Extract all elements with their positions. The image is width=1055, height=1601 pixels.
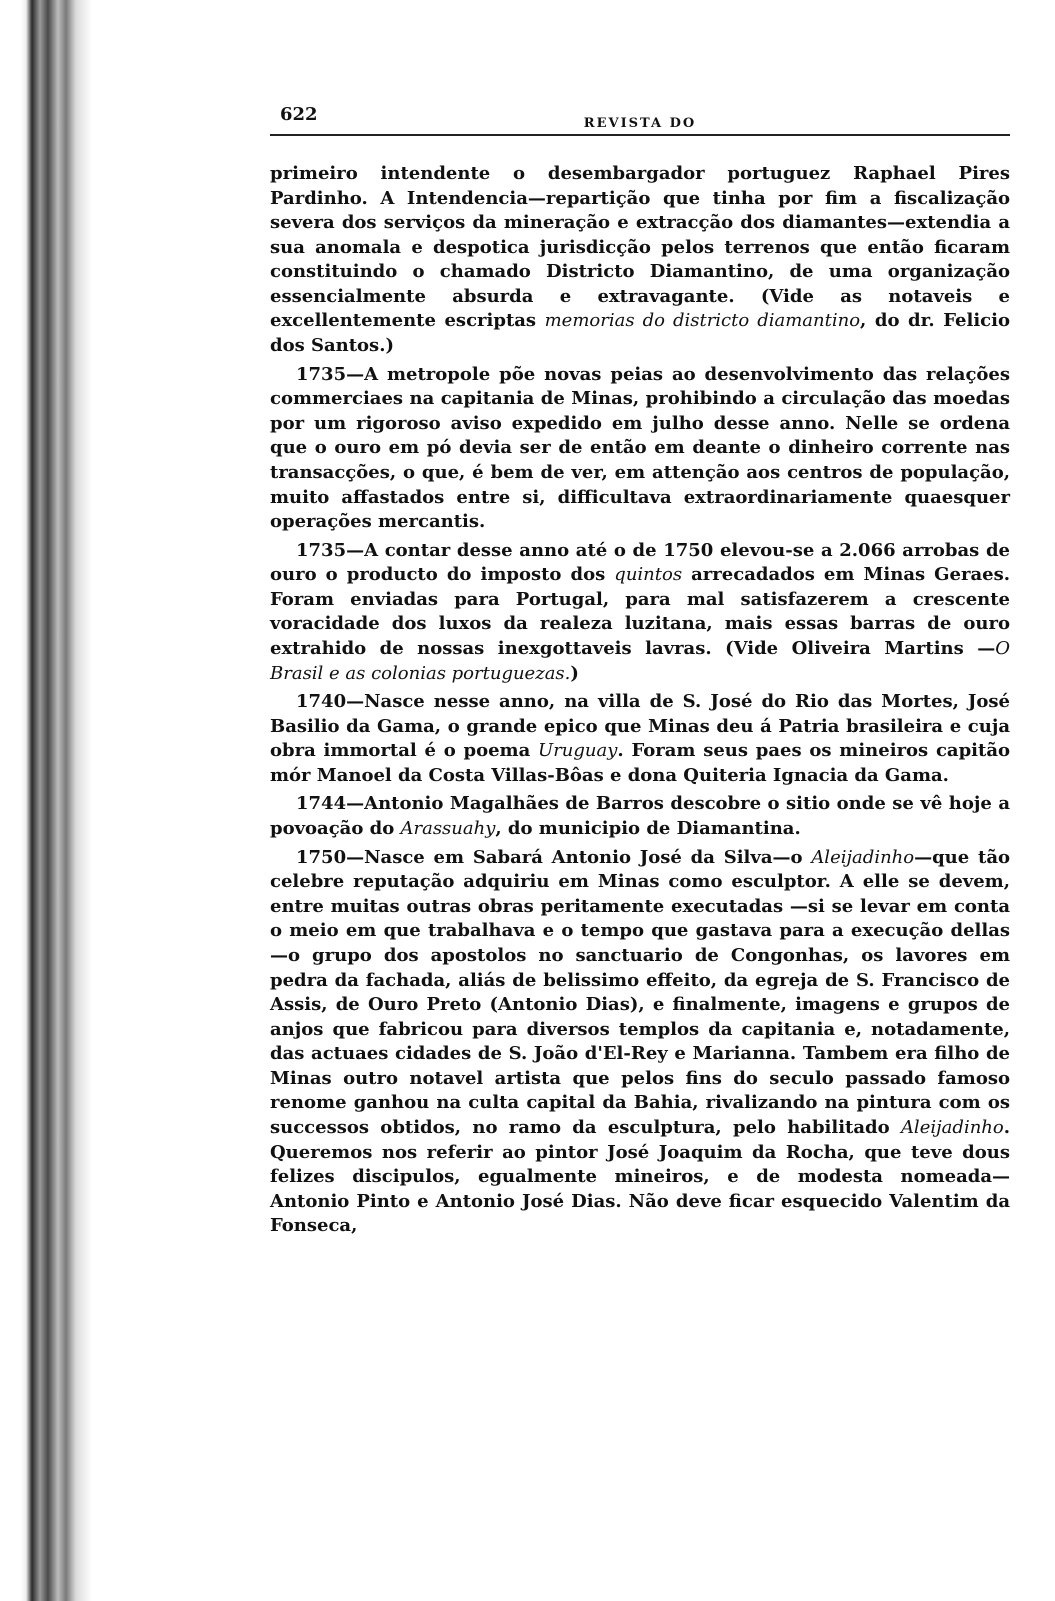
- text-run: . Foram seus paes os mineiros capitão mór Manoel da Costa Villas-Bôas e dona Quiteria Ignacia da Gama.: [270, 740, 1010, 786]
- paragraph: [270, 792, 1010, 841]
- text-run: 1750—Nasce em Sabará Antonio José da Silva—o: [296, 846, 812, 868]
- document-page: [270, 104, 1010, 1243]
- text-run: 1735—A contar desse anno até o de 1750 elevou-se a 2.066 arrobas de ouro o producto do imposto dos: [270, 539, 1010, 586]
- text-run: primeiro intendente o desembargador portuguez Raphael Pires Pardinho. A Intendencia—repartição que tinha por fim a fiscalização severa dos serviços da mineração e extracção dos diamantes—extendia a sua anomala e despotica jurisdicção pelos terrenos que então ficaram constituindo o chamado Districto Diamantino, de uma organização essencialmente absurda e extravagante. (Vide as notaveis e excellentemente escriptas: [270, 163, 1010, 332]
- text-run: arrecadados em Minas Geraes. Foram enviadas para Portugal, para mal satisfazerem a crescente voracidade dos luxos da realeza luzitana, mais essas barras de ouro extrahido de nossas inexgottaveis lavras. (Vide Oliveira Martins —: [270, 564, 1011, 659]
- paragraph: [270, 162, 1010, 359]
- italic-title: memorias do districto diamantino: [544, 310, 861, 332]
- paragraph: [270, 690, 1010, 788]
- paragraph: [270, 363, 1010, 535]
- text-run: 1740—Nasce nesse anno, na villa de S. José do Rio das Mortes, José Basilio da Gama, o grande epico que Minas deu á Patria brasileira e cuja obra immortal é o poema: [270, 691, 1010, 762]
- italic-title: quintos: [614, 564, 683, 586]
- text-run: ): [570, 662, 579, 684]
- text-run: , do dr. Felicio dos Santos.): [270, 310, 1010, 357]
- italic-title: Arassuahy: [400, 818, 496, 840]
- paragraph: [270, 539, 1010, 686]
- page-number: 622: [280, 104, 318, 125]
- text-run: 1735—A metropole põe novas peias ao desenvolvimento das relações commerciaes na capitania de Minas, prohibindo a circulação das moedas por um rigoroso aviso expedido em julho desse anno. Nelle se ordena que o ouro em pó devia ser de então em deante o dinheiro corrente nas transacções, o que, é bem de ver, em attenção aos centros de população, muito affastados entre si, difficultava extraordinariamente quaesquer operações mercantis.: [270, 363, 1010, 533]
- text-run: 1744—Antonio Magalhães de Barros descobre o sitio onde se vê hoje a povoação do: [270, 793, 1010, 840]
- italic-title: Uruguay: [538, 740, 618, 762]
- italic-title: Aleijadinho: [900, 1116, 1004, 1138]
- paragraph: [270, 846, 1010, 1239]
- italic-title: O Brasil e as colonias portuguezas.: [270, 637, 1010, 684]
- text-run: —que tão celebre reputação adquiriu em Minas como esculptor. A elle se devem, entre muitas outras obras peritamente executadas —si se levar em conta o meio em que trabalhava e o tempo que gastava para a execução dellas—o grupo dos apostolos no sanctuario de Congonhas, os lavores em pedra da fachada, aliás de belissimo effeito, da egreja de S. Francisco de Assis, de Ouro Preto (Antonio Dias), e finalmente, imagens e grupos de anjos que fabricou para diversos templos da capitania e, notadamente, das actuaes cidades de S. João d'El-Rey e Marianna. Tambem era filho de Minas outro notavel artista que pelos fins do seculo passado famoso renome ganhou na culta capital da Bahia, rivalizando na pintura com os successos obtidos, no ramo da esculptura, pelo habilitado: [270, 846, 1010, 1138]
- italic-title: Aleijadinho: [811, 846, 915, 868]
- journal-title: REVISTA DO: [583, 116, 697, 131]
- text-run: , do municipio de Diamantina.: [495, 818, 801, 840]
- book-binding-edge: [0, 0, 110, 1601]
- body-text: [270, 162, 1010, 1239]
- text-run: . Queremos nos referir ao pintor José Joaquim da Rocha, que teve dous felizes discipulos, egualmente mineiros, e de modesta nomeada—Antonio Pinto e Antonio José Dias. Não deve ficar esquecido Valentim da Fonseca,: [270, 1116, 1010, 1237]
- running-head: [270, 104, 1010, 136]
